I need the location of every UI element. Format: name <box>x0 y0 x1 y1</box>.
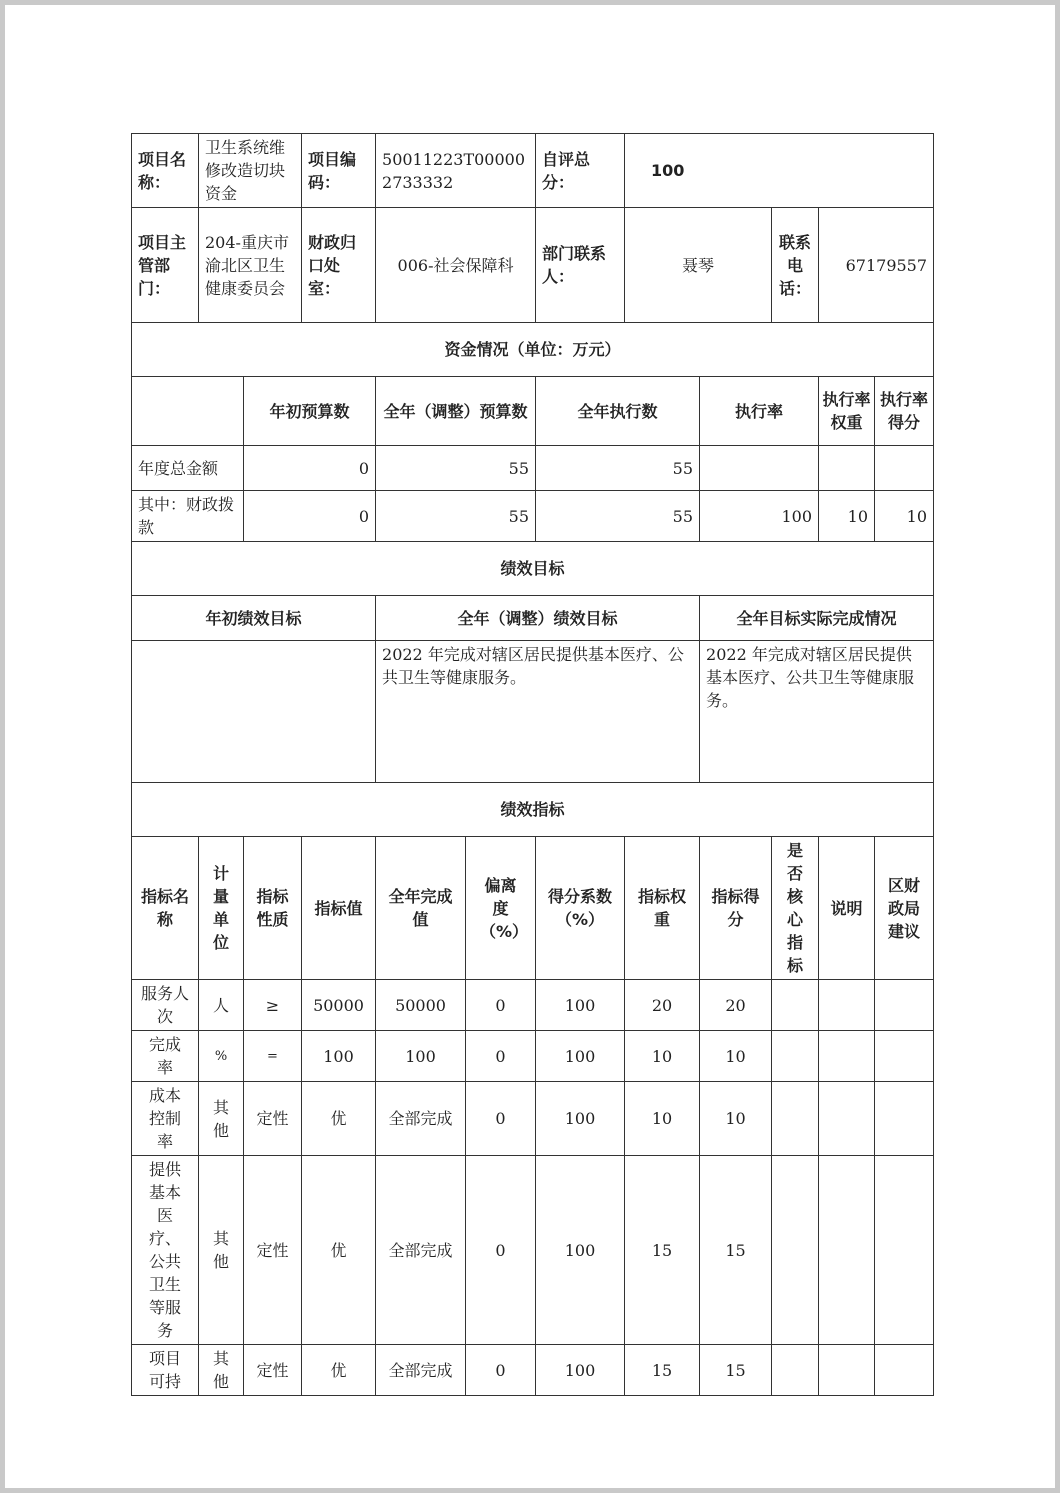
ind-weight: 15 <box>625 1156 700 1345</box>
ind-note <box>819 1156 875 1345</box>
ind-header-deviation: 偏离度（%） <box>466 837 536 980</box>
ind-coef: 100 <box>536 1156 625 1345</box>
ind-note <box>819 1082 875 1156</box>
funds-header-rate: 执行率 <box>700 377 819 446</box>
ind-header-unit: 计量单位 <box>199 837 244 980</box>
indicators-header-row <box>132 837 934 980</box>
project-name-label: 项目名称： <box>132 134 199 208</box>
funds-row-total <box>132 446 934 491</box>
ind-score: 10 <box>700 1082 772 1156</box>
ind-header-core: 是否核心指标 <box>772 837 819 980</box>
ind-coef: 100 <box>536 980 625 1031</box>
finance-office-value: 006-社会保障科 <box>376 208 536 323</box>
funds-header-initial-budget: 年初预算数 <box>244 377 376 446</box>
indicator-row <box>132 1031 934 1082</box>
funds-cell: 100 <box>700 491 819 542</box>
funds-cell: 55 <box>536 446 700 491</box>
funds-cell: 0 <box>244 491 376 542</box>
ind-advice <box>875 1031 934 1082</box>
ind-unit: 其他 <box>199 1156 244 1345</box>
indicator-row <box>132 980 934 1031</box>
ind-header-weight: 指标权重 <box>625 837 700 980</box>
goals-header-initial: 年初绩效目标 <box>132 596 376 641</box>
project-name-value: 卫生系统维修改造切块资金 <box>199 134 302 208</box>
ind-unit: 其他 <box>199 1082 244 1156</box>
ind-target: 优 <box>302 1082 376 1156</box>
goals-content-row <box>132 641 934 783</box>
ind-deviation: 0 <box>466 980 536 1031</box>
ind-advice <box>875 1345 934 1396</box>
indicators-section-title: 绩效指标 <box>132 783 934 837</box>
funds-cell: 0 <box>244 446 376 491</box>
ind-nature: ≥ <box>244 980 302 1031</box>
ind-note <box>819 980 875 1031</box>
funds-corner-cell <box>132 377 244 446</box>
ind-target: 50000 <box>302 980 376 1031</box>
funds-cell: 10 <box>819 491 875 542</box>
funds-cell: 55 <box>536 491 700 542</box>
ind-coef: 100 <box>536 1082 625 1156</box>
ind-actual: 全部完成 <box>376 1082 466 1156</box>
funds-cell <box>700 446 819 491</box>
ind-nature: 定性 <box>244 1156 302 1345</box>
funds-row-label: 其中：财政拨款 <box>132 491 244 542</box>
goals-section-title: 绩效目标 <box>132 542 934 596</box>
ind-advice <box>875 980 934 1031</box>
ind-weight: 15 <box>625 1345 700 1396</box>
ind-unit: 人 <box>199 980 244 1031</box>
header-row-1 <box>132 134 934 208</box>
contact-person-label: 部门联系人： <box>536 208 625 323</box>
ind-header-target: 指标值 <box>302 837 376 980</box>
funds-header-rate-weight: 执行率权重 <box>819 377 875 446</box>
goals-header-row <box>132 596 934 641</box>
ind-nature: 定性 <box>244 1082 302 1156</box>
header-row-2 <box>132 208 934 323</box>
funds-cell <box>875 446 934 491</box>
goals-actual-text: 2022 年完成对辖区居民提供基本医疗、公共卫生等健康服务。 <box>700 641 934 783</box>
ind-core <box>772 1156 819 1345</box>
funds-header-executed: 全年执行数 <box>536 377 700 446</box>
performance-evaluation-form <box>131 133 934 1396</box>
ind-name: 项目可持 <box>132 1345 199 1396</box>
funds-cell: 55 <box>376 491 536 542</box>
ind-header-actual: 全年完成值 <box>376 837 466 980</box>
document-page <box>5 5 1055 1488</box>
funds-section-title: 资金情况（单位：万元） <box>132 323 934 377</box>
funds-cell: 10 <box>875 491 934 542</box>
finance-office-label: 财政归口处室： <box>302 208 376 323</box>
goals-header-actual: 全年目标实际完成情况 <box>700 596 934 641</box>
funds-cell: 55 <box>376 446 536 491</box>
funds-header-row <box>132 377 934 446</box>
ind-header-score: 指标得分 <box>700 837 772 980</box>
ind-weight: 10 <box>625 1082 700 1156</box>
ind-advice <box>875 1156 934 1345</box>
ind-target: 优 <box>302 1156 376 1345</box>
ind-score: 10 <box>700 1031 772 1082</box>
ind-name: 提供基本医疗、公共卫生等服务 <box>132 1156 199 1345</box>
indicator-row <box>132 1082 934 1156</box>
ind-actual: 全部完成 <box>376 1345 466 1396</box>
indicator-row <box>132 1345 934 1396</box>
ind-core <box>772 1345 819 1396</box>
phone-value: 67179557 <box>819 208 934 323</box>
goals-header-adjusted: 全年（调整）绩效目标 <box>376 596 700 641</box>
ind-note <box>819 1031 875 1082</box>
self-score-label: 自评总分： <box>536 134 625 208</box>
ind-unit: 其他 <box>199 1345 244 1396</box>
ind-nature: 定性 <box>244 1345 302 1396</box>
funds-row-fiscal <box>132 491 934 542</box>
ind-deviation: 0 <box>466 1082 536 1156</box>
ind-coef: 100 <box>536 1345 625 1396</box>
ind-name: 服务人次 <box>132 980 199 1031</box>
ind-header-name: 指标名称 <box>132 837 199 980</box>
ind-header-advice: 区财政局建议 <box>875 837 934 980</box>
ind-nature: = <box>244 1031 302 1082</box>
ind-score: 15 <box>700 1345 772 1396</box>
self-score-value: 100 <box>625 134 934 208</box>
goals-initial-text <box>132 641 376 783</box>
ind-target: 100 <box>302 1031 376 1082</box>
ind-header-nature: 指标性质 <box>244 837 302 980</box>
department-value: 204-重庆市渝北区卫生健康委员会 <box>199 208 302 323</box>
funds-cell <box>819 446 875 491</box>
contact-person-value: 聂琴 <box>625 208 772 323</box>
ind-header-note: 说明 <box>819 837 875 980</box>
ind-note <box>819 1345 875 1396</box>
ind-header-coef: 得分系数（%） <box>536 837 625 980</box>
funds-header-adjusted-budget: 全年（调整）预算数 <box>376 377 536 446</box>
ind-unit: % <box>199 1031 244 1082</box>
ind-core <box>772 1031 819 1082</box>
indicator-row <box>132 1156 934 1345</box>
funds-header-rate-score: 执行率得分 <box>875 377 934 446</box>
ind-deviation: 0 <box>466 1031 536 1082</box>
ind-name: 完成率 <box>132 1031 199 1082</box>
department-label: 项目主管部门： <box>132 208 199 323</box>
ind-deviation: 0 <box>466 1345 536 1396</box>
ind-deviation: 0 <box>466 1156 536 1345</box>
ind-actual: 100 <box>376 1031 466 1082</box>
ind-actual: 全部完成 <box>376 1156 466 1345</box>
ind-advice <box>875 1082 934 1156</box>
ind-score: 15 <box>700 1156 772 1345</box>
project-code-value: 50011223T000002733332 <box>376 134 536 208</box>
ind-target: 优 <box>302 1345 376 1396</box>
funds-row-label: 年度总金额 <box>132 446 244 491</box>
ind-core <box>772 980 819 1031</box>
ind-weight: 20 <box>625 980 700 1031</box>
ind-actual: 50000 <box>376 980 466 1031</box>
ind-score: 20 <box>700 980 772 1031</box>
project-code-label: 项目编码： <box>302 134 376 208</box>
ind-weight: 10 <box>625 1031 700 1082</box>
goals-adjusted-text: 2022 年完成对辖区居民提供基本医疗、公共卫生等健康服务。 <box>376 641 700 783</box>
ind-coef: 100 <box>536 1031 625 1082</box>
ind-name: 成本控制率 <box>132 1082 199 1156</box>
phone-label: 联系电话： <box>772 208 819 323</box>
ind-core <box>772 1082 819 1156</box>
